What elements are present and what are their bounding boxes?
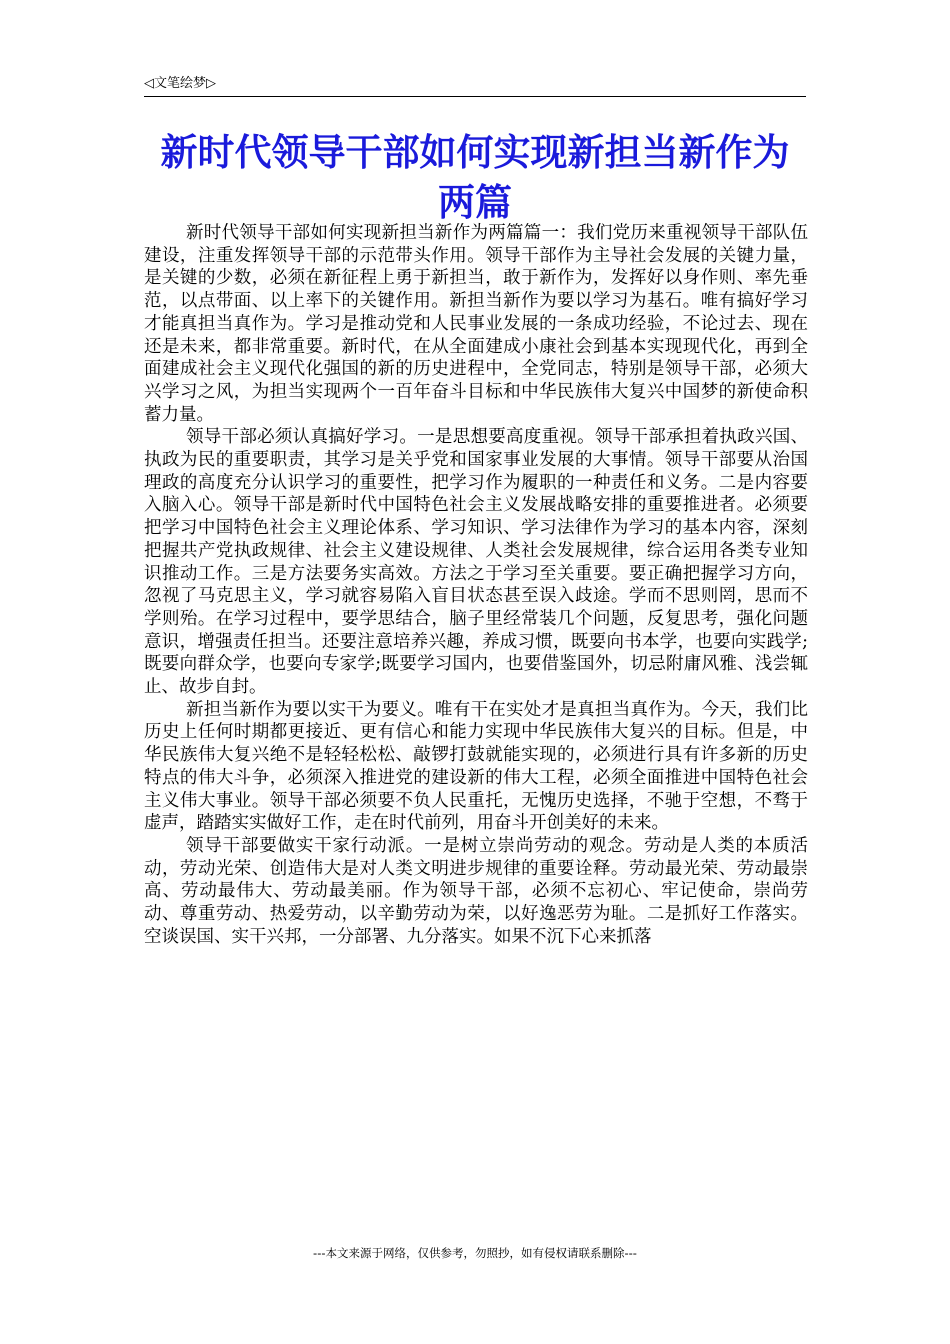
document-title: 新时代领导干部如何实现新担当新作为两篇: [160, 131, 790, 224]
document-body: [144, 222, 808, 949]
header-label: ◁文笔绘梦▷: [144, 76, 216, 91]
footer-disclaimer: ---本文来源于网络，仅供参考，勿照抄，如有侵权请联系删除---: [313, 1246, 637, 1260]
body-paragraph: 领导干部必须认真搞好学习。一是思想要高度重视。领导干部承担着执政兴国、执政为民的重要职责，其学习是关乎党和国家事业发展的大事情。领导干部要从治国理政的高度充分认识学习的重要性，把学习作为履职的一种责任和义务。二是内容要入脑入心。领导干部是新时代中国特色社会主义发展战略安排的重要推进者。必须要把学习中国特色社会主义理论体系、学习知识、学习法律作为学习的基本内容，深刻把握共产党执政规律、社会主义建设规律、人类社会发展规律，综合运用各类专业知识推动工作。三是方法要务实高效。方法之于学习至关重要。要正确把握学习方向，忽视了马克思主义，学习就容易陷入盲目状态甚至误入歧途。学而不思则罔，思而不学则殆。在学习过程中，要学思结合，脑子里经常装几个问题，反复思考，强化问题意识，增强责任担当。还要注意培养兴趣，养成习惯，既要向书本学，也要向实践学;既要向群众学，也要向专家学;既要学习国内，也要借鉴国外，切忌附庸风雅、浅尝辄止、故步自封。: [144, 427, 808, 698]
body-paragraph: 新时代领导干部如何实现新担当新作为两篇篇一：我们党历来重视领导干部队伍建设，注重发挥领导干部的示范带头作用。领导干部作为主导社会发展的关键力量，是关键的少数，必须在新征程上勇于新担当，敢于新作为，发挥好以身作则、率先垂范，以点带面、以上率下的关键作用。新担当新作为要以学习为基石。唯有搞好学习才能真担当真作为。学习是推动党和人民事业发展的一条成功经验，不论过去、现在还是未来，都非常重要。新时代，在从全面建成小康社会到基本实现现代化，再到全面建成社会主义现代化强国的新的历史进程中，全党同志，特别是领导干部，必须大兴学习之风，为担当实现两个一百年奋斗目标和中华民族伟大复兴中国梦的新使命积蓄力量。: [144, 223, 808, 425]
page-header: [144, 74, 806, 97]
body-paragraph: 新担当新作为要以实干为要义。唯有干在实处才是真担当真作为。今天，我们比历史上任何时期都更接近、更有信心和能力实现中华民族伟大复兴的目标。但是，中华民族伟大复兴绝不是轻轻松松、敲锣打鼓就能实现的，必须进行具有许多新的历史特点的伟大斗争，必须深入推进党的建设新的伟大工程，必须全面推进中国特色社会主义伟大事业。领导干部必须要不负人民重托，无愧历史选择，不驰于空想，不骛于虚声，踏踏实实做好工作，走在时代前列，用奋斗开创美好的未来。: [144, 699, 808, 834]
body-paragraph: 领导干部要做实干家行动派。一是树立崇尚劳动的观念。劳动是人类的本质活动，劳动光荣、创造伟大是对人类文明进步规律的重要诠释。劳动最光荣、劳动最崇高、劳动最伟大、劳动最美丽。作为领导干部，必须不忘初心、牢记使命，崇尚劳动、尊重劳动、热爱劳动，以辛勤劳动为荣，以好逸恶劳为耻。二是抓好工作落实。空谈误国、实干兴邦，一分部署、九分落实。如果不沉下心来抓落: [144, 835, 808, 947]
